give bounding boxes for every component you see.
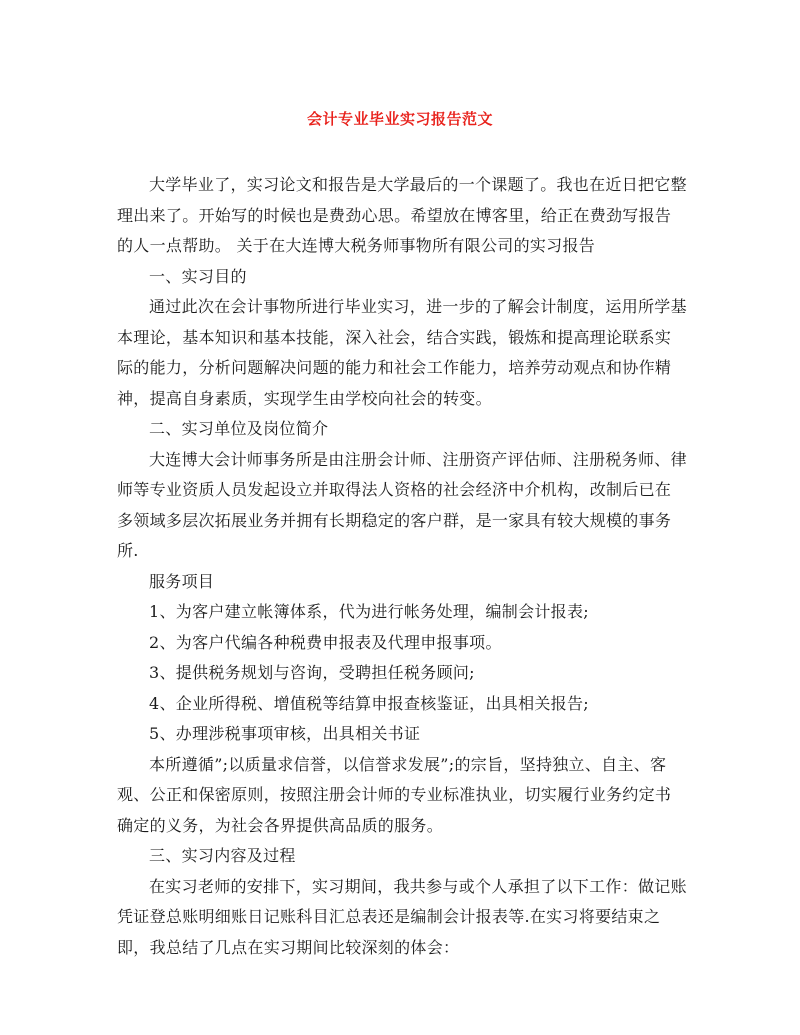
service-item-3: 3、提供税务规划与咨询，受聘担任税务顾问; <box>149 663 475 682</box>
purpose-paragraph: 通过此次在会计事物所进行毕业实习，进一步的了解会计制度，运用所学基本理论，基本知识和基本技能，深入社会，结合实践，锻炼和提高理论联系实际的能力，分析问题解决问题的能力和社会工作能力，培养劳动观点和协作精神，提高自身素质，实现学生由学校向社会的转变。 <box>117 297 687 408</box>
intro-paragraph: 大学毕业了，实习论文和报告是大学最后的一个课题了。我也在近日把它整理出来了。开始写的时候也是费劲心思。希望放在博客里，给正在费劲写报告的人一点帮助。 关于在大连博大税务师事物所有限公司的实习报告 <box>117 175 687 255</box>
service-item-1: 1、为客户建立帐簿体系，代为进行帐务处理，编制会计报表; <box>149 602 589 621</box>
document-body <box>117 170 687 963</box>
services-heading: 服务项目 <box>149 571 215 591</box>
section-heading-content: 三、实习内容及过程 <box>149 846 296 865</box>
section-heading-purpose: 一、实习目的 <box>149 266 247 286</box>
section-heading-unit: 二、实习单位及岗位简介 <box>149 419 329 438</box>
content-paragraph: 在实习老师的安排下，实习期间，我共参与或个人承担了以下工作：做记账凭证登总账明细账日记账科目汇总表还是编制会计报表等.在实习将要结束之即，我总结了几点在实习期间比较深刻的体会： <box>117 876 687 957</box>
service-item-5: 5、办理涉税事项审核，出具相关书证 <box>149 724 421 743</box>
service-item-2: 2、为客户代编各种税费申报表及代理申报事项。 <box>149 632 502 652</box>
unit-paragraph: 大连博大会计师事务所是由注册会计师、注册资产评估师、注册税务师、律师等专业资质人员发起设立并取得法人资格的社会经济中介机构，改制后已在多领域多层次拓展业务并拥有长期稳定的客户群，是一家具有较大规模的事务所. <box>117 449 687 560</box>
document-title: 会计专业毕业实习报告范文 <box>306 110 493 128</box>
principles-paragraph: 本所遵循”;以质量求信誉，以信誉求发展”;的宗旨，坚持独立、自主、客观、公正和保密原则，按照注册会计师的专业标准执业，切实履行业务约定书确定的义务，为社会各界提供高品质的服务。 <box>117 754 672 835</box>
service-item-4: 4、企业所得税、增值税等结算申报查核鉴证，出具相关报告; <box>149 693 589 713</box>
